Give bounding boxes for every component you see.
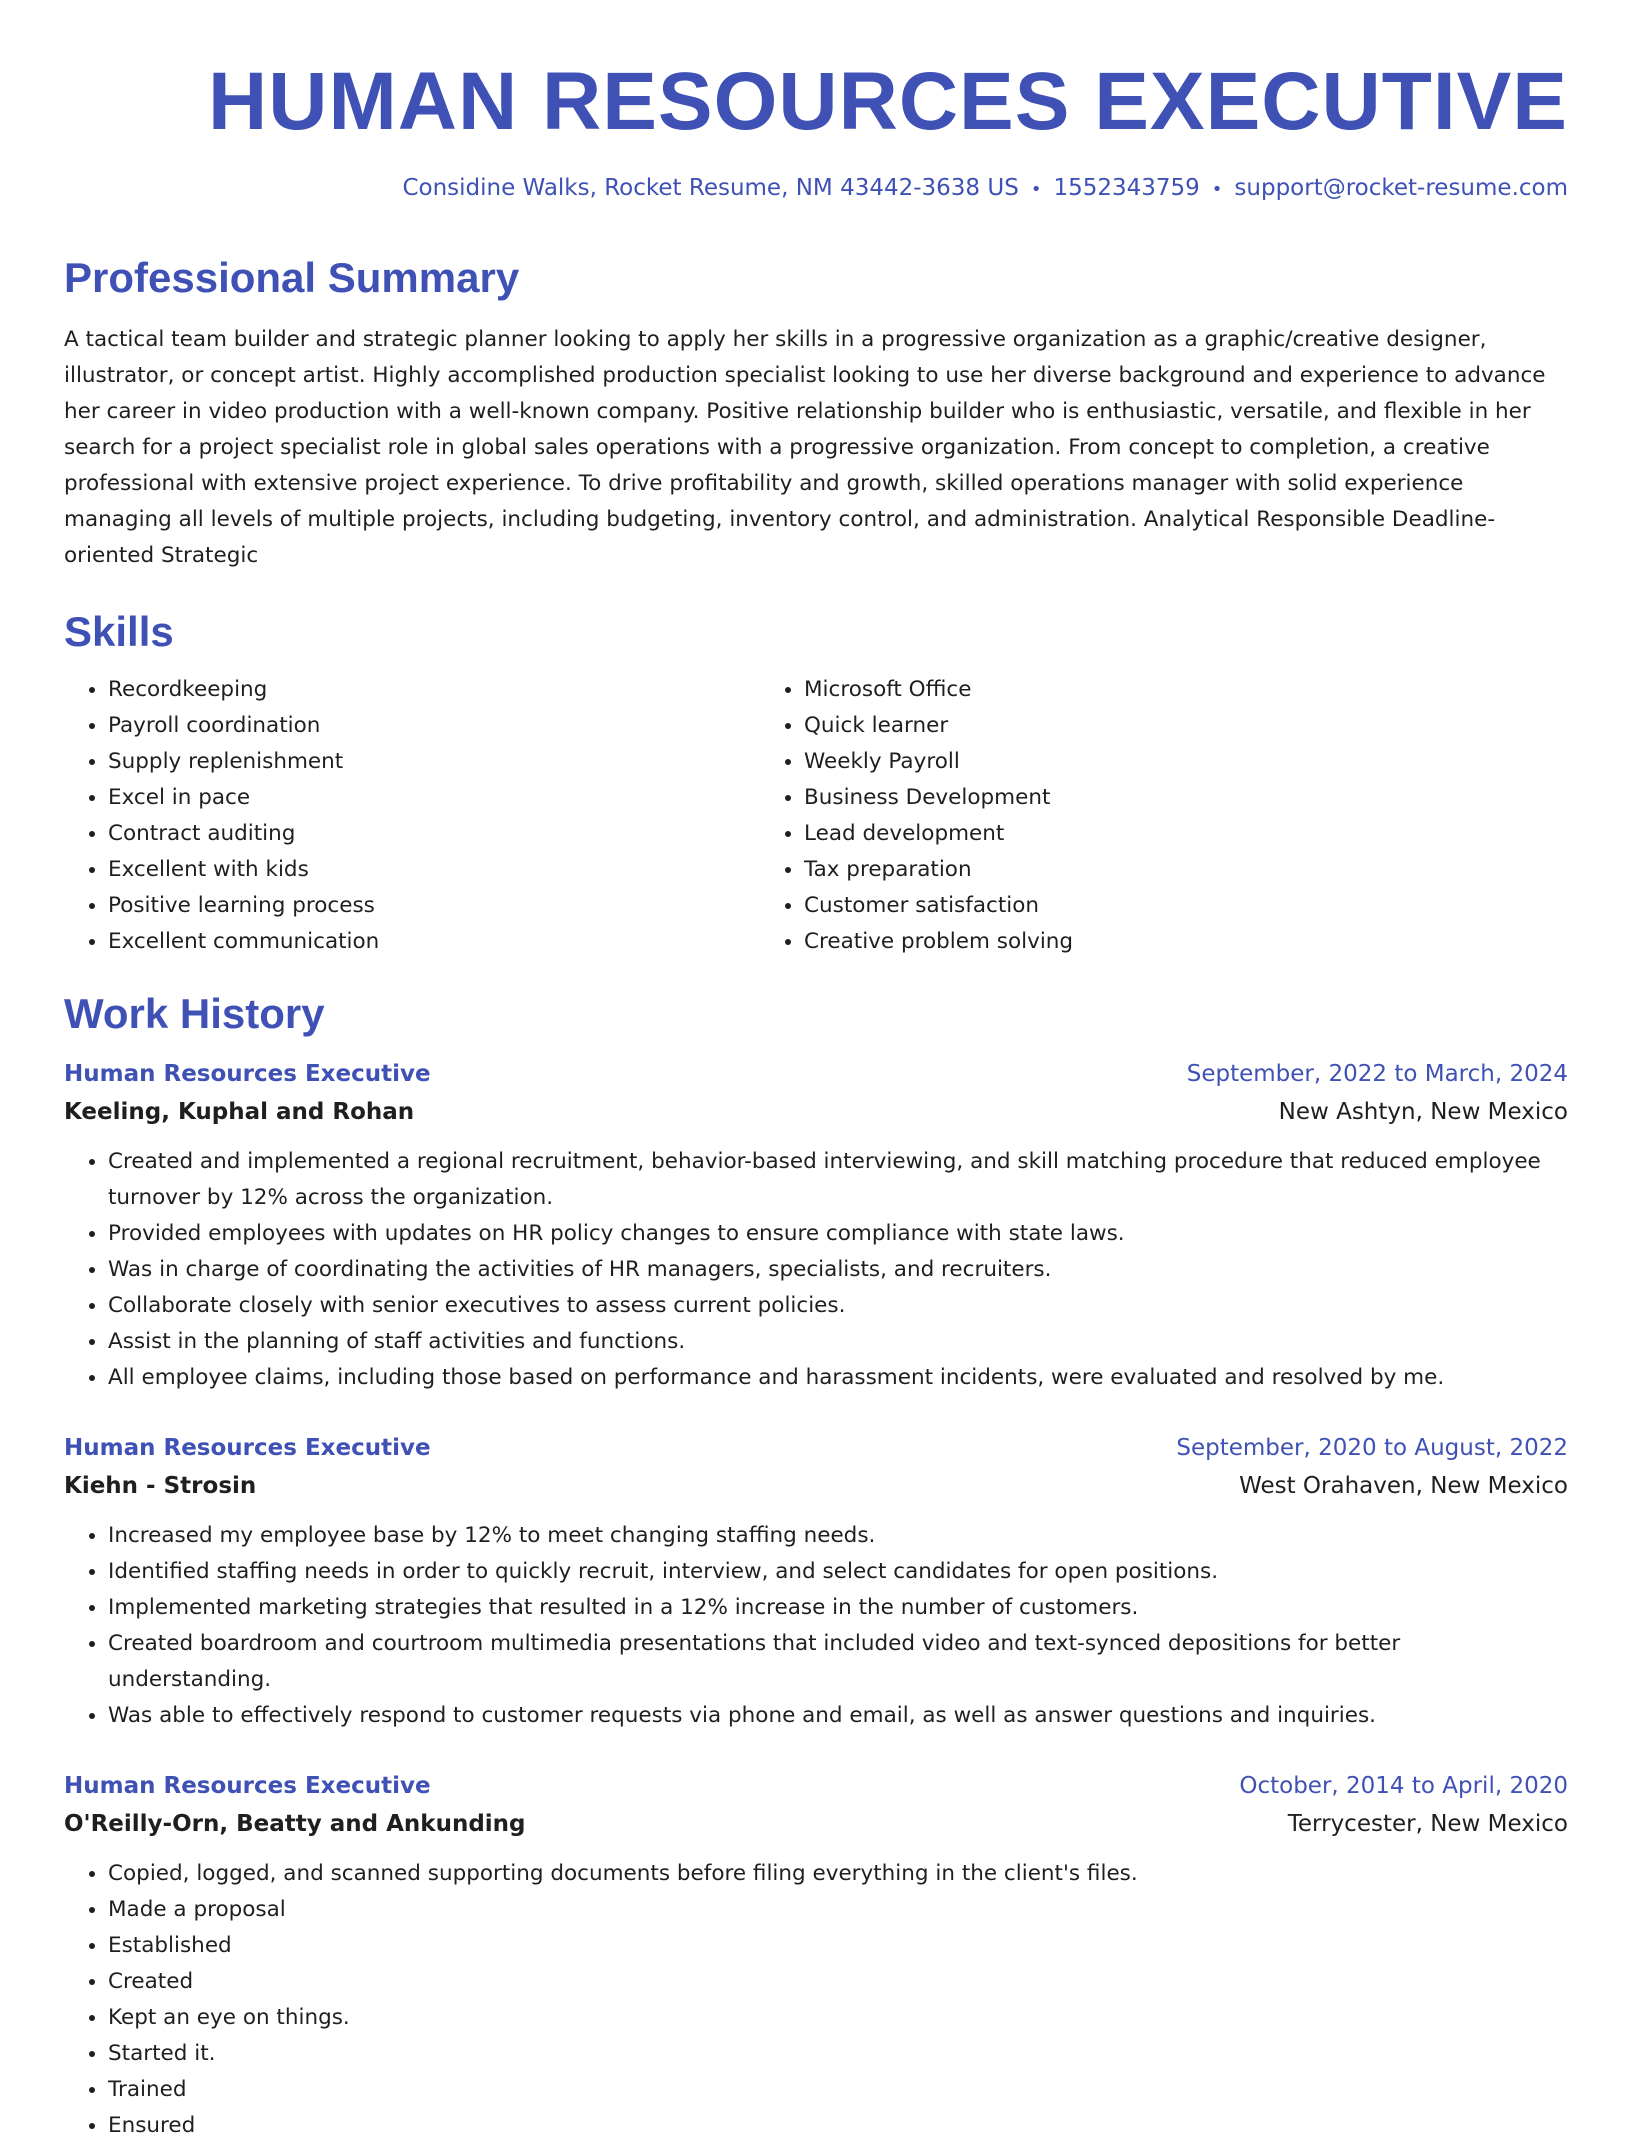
job-bullets [64,1518,1568,1734]
job-bullet: • Created boardroom and courtroom multimedia presentations that included video and text-synced depositions for better understanding. [108,1626,1568,1698]
skills-heading: Skills [64,608,174,655]
summary-heading: Professional Summary [64,254,520,301]
work-history-heading: Work History [64,990,325,1037]
job-bullet: • Increased my employee base by 12% to meet changing staffing needs. [108,1518,1568,1554]
job-bullet: • Established [108,1928,1568,1964]
skill-item: • Customer satisfaction [804,888,1568,924]
skill-item: • Weekly Payroll [804,744,1568,780]
job-bullet: • Created and implemented a regional recruitment, behavior-based interviewing, and skill matching procedure that reduced employee turnover by 12% across the organization. [108,1144,1568,1216]
skill-item: • Excellent communication [108,924,760,960]
job-title-row [64,1768,1568,1804]
skills-column-left [64,672,760,960]
skill-item: • Lead development [804,816,1568,852]
job-dates: October, 2014 to April, 2020 [1239,1773,1568,1799]
job-title: Human Resources Executive [64,1435,431,1461]
job-location: West Orahaven, New Mexico [1239,1473,1568,1499]
job-bullet: • Made a proposal [108,1892,1568,1928]
contact-address: Considine Walks, Rocket Resume, NM 43442-3638 US [402,175,1019,201]
summary-text: A tactical team builder and strategic planner looking to apply her skills in a progressive organization as a graphic/creative designer, illustrator, or concept artist. Highly accomplished production specialist looking to use her diverse background and experience to advance her career in video production with a well-known company. Positive relationship builder who is enthusiastic, versatile, and flexible in her search for a project specialist role in global sales operations with a progressive organization. From concept to completion, a creative professional with extensive project experience. To drive profitability and growth, skilled operations manager with solid experience managing all levels of multiple projects, including budgeting, inventory control, and administration. Analytical Responsible Deadline-oriented Strategic [64,327,1546,568]
job-company: O'Reilly-Orn, Beatty and Ankunding [64,1811,526,1837]
job-bullet: • Assist in the planning of staff activities and functions. [108,1324,1568,1360]
skill-item: • Payroll coordination [108,708,760,744]
job-company-row [64,1092,1568,1132]
job-bullet: • Ensured [108,2108,1568,2144]
job-bullet: • Implemented marketing strategies that resulted in a 12% increase in the number of customers. [108,1590,1568,1626]
job-bullet: • Started it. [108,2036,1568,2072]
job-title: Human Resources Executive [64,1061,431,1087]
job-location: Terrycester, New Mexico [1287,1811,1568,1837]
job-bullet: • Collaborate closely with senior executives to assess current policies. [108,1288,1568,1324]
skill-item: • Tax preparation [804,852,1568,888]
job-company-row [64,1804,1568,1844]
job-entry [64,1430,1568,1734]
skill-item: • Supply replenishment [108,744,760,780]
skill-item: • Excellent with kids [108,852,760,888]
job-bullet: • Was in charge of coordinating the activities of HR managers, specialists, and recruiters. [108,1252,1568,1288]
skill-item: • Excel in pace [108,780,760,816]
job-company-row [64,1466,1568,1506]
contact-separator: • [1030,179,1042,200]
job-title-row [64,1056,1568,1092]
job-bullet: • Was able to effectively respond to customer requests via phone and email, as well as answer questions and inquiries. [108,1698,1568,1734]
job-bullet: • Provided employees with updates on HR policy changes to ensure compliance with state laws. [108,1216,1568,1252]
job-bullet: • Trained [108,2072,1568,2108]
job-bullet: • Created [108,1964,1568,2000]
job-bullet: • All employee claims, including those based on performance and harassment incidents, were evaluated and resolved by me. [108,1360,1568,1396]
skill-item: • Business Development [804,780,1568,816]
contact-phone: 1552343759 [1053,175,1200,201]
job-location: New Ashtyn, New Mexico [1278,1099,1568,1125]
job-bullet: • Kept an eye on things. [108,2000,1568,2036]
job-title: Human Resources Executive [64,1773,431,1799]
skills-list [64,672,1568,960]
skill-item: • Microsoft Office [804,672,1568,708]
job-bullet: • Identified staffing needs in order to quickly recruit, interview, and select candidates for open positions. [108,1554,1568,1590]
job-bullets [64,1856,1568,2144]
contact-separator: • [1211,179,1223,200]
job-bullet: • Copied, logged, and scanned supporting documents before filing everything in the client's files. [108,1856,1568,1892]
job-company: Keeling, Kuphal and Rohan [64,1099,415,1125]
skill-item: • Positive learning process [108,888,760,924]
job-bullets [64,1144,1568,1396]
skills-column-right [760,672,1568,960]
resume-header [64,0,1568,206]
skill-item: • Quick learner [804,708,1568,744]
job-entry [64,1768,1568,2144]
contact-line [64,172,1568,206]
job-entry [64,1056,1568,1396]
job-dates: September, 2020 to August, 2022 [1176,1435,1568,1461]
contact-email: support@rocket-resume.com [1234,175,1568,201]
skill-item: • Recordkeeping [108,672,760,708]
job-dates: September, 2022 to March, 2024 [1186,1061,1568,1087]
skill-item: • Contract auditing [108,816,760,852]
skill-item: • Creative problem solving [804,924,1568,960]
job-title-row [64,1430,1568,1466]
resume-name: HUMAN RESOURCES EXECUTIVE [208,56,1568,147]
job-company: Kiehn - Strosin [64,1473,257,1499]
